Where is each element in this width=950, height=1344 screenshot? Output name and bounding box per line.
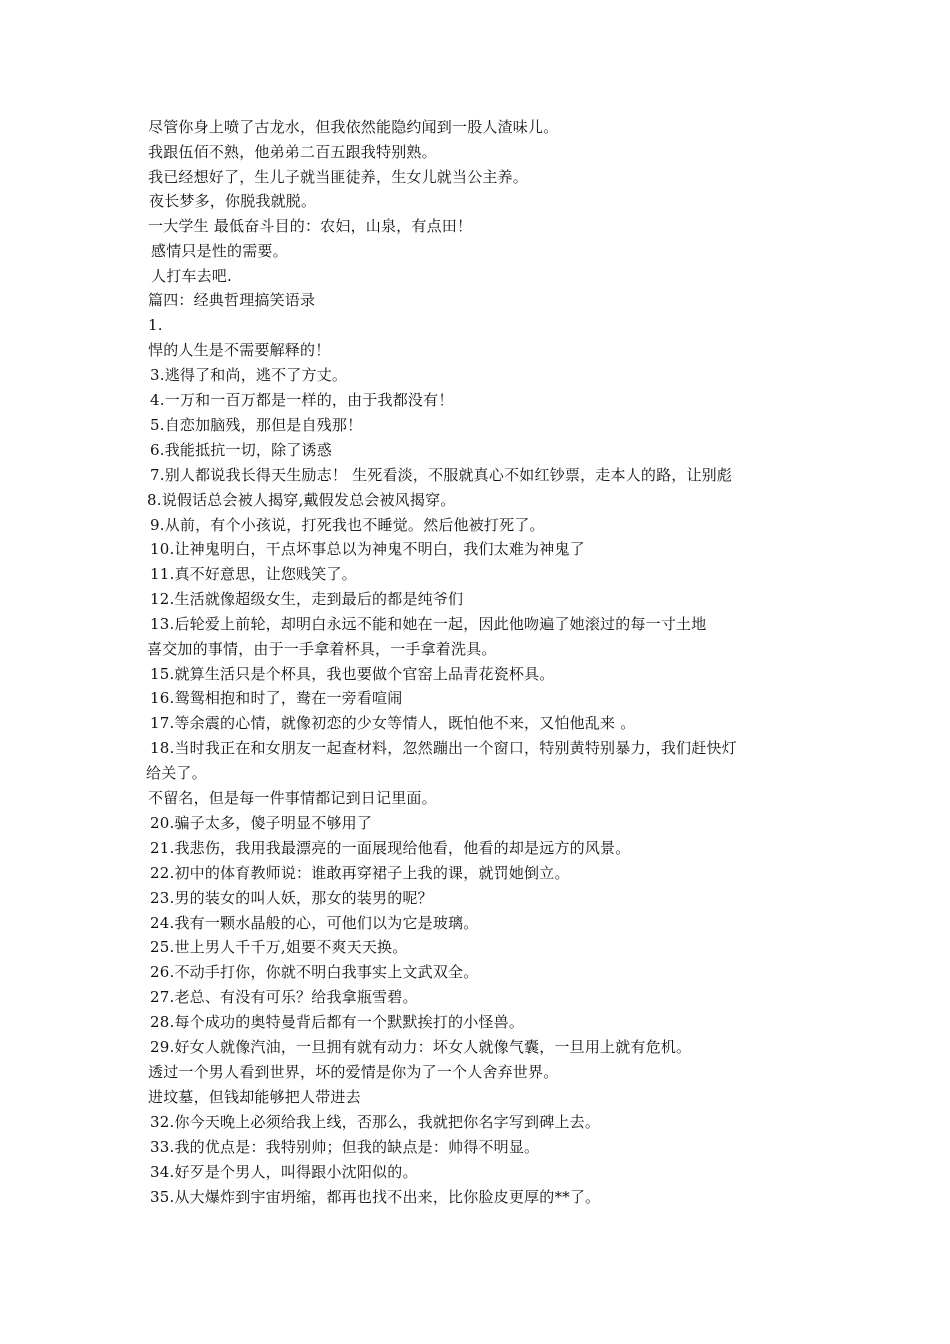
text-line: 23.男的装女的叫人妖，那女的装男的呢？ — [150, 889, 433, 907]
text-line: 17.等余震的心情，就像初恋的少女等情人，既怕他不来，又怕他乱来 。 — [150, 714, 636, 732]
text-line: 人打车去吧. — [151, 267, 232, 285]
text-line: 3.逃得了和尚，逃不了方丈。 — [150, 366, 348, 384]
text-line: 10.让神鬼明白，干点坏事总以为神鬼不明白，我们太难为神鬼了 — [150, 540, 585, 558]
text-line: 16.鸳鸳相抱和时了，鸯在一旁看喧闹 — [150, 689, 403, 707]
text-line: 29.好女人就像汽油，一旦拥有就有动力：坏女人就像气囊，一旦用上就有危机。 — [150, 1038, 692, 1056]
text-line: 1. — [148, 316, 163, 334]
text-line: 5.自恋加脑残，那但是自残那！ — [150, 416, 363, 434]
text-line: 透过一个男人看到世界，坏的爱情是你为了一个人舍弃世界。 — [148, 1063, 559, 1081]
text-line: 22.初中的体育教师说：谁敢再穿裙子上我的课，就罚她倒立。 — [150, 864, 570, 882]
text-line: 21.我悲伤，我用我最漂亮的一面展现给他看，他看的却是远方的风景。 — [150, 839, 631, 857]
text-line: 进坟墓，但钱却能够把人带进去 — [148, 1088, 361, 1106]
text-line: 15.就算生活只是个杯具，我也要做个官窑上品青花瓷杯具。 — [150, 665, 555, 683]
text-line: 7.别人都说我长得天生励志！ 生死看淡，不服就真心不如红钞票，走本人的路，让别彪 — [150, 466, 733, 484]
text-line: 尽管你身上喷了古龙水，但我依然能隐约闻到一股人渣味儿。 — [148, 118, 559, 136]
text-line: 8.说假话总会被人揭穿,戴假发总会被风揭穿。 — [147, 491, 456, 509]
text-line: 夜长梦多，你脱我就脱。 — [149, 192, 317, 210]
text-line: 我跟伍佰不熟，他弟弟二百五跟我特别熟。 — [148, 143, 437, 161]
text-line: 11.真不好意思，让您贱笑了。 — [150, 565, 357, 583]
text-line: 34.好歹是个男人，叫得跟小沈阳似的。 — [150, 1163, 418, 1181]
text-line: 悍的人生是不需要解释的！ — [148, 341, 331, 359]
text-line: 26.不动手打你，你就不明白我事实上文武双全。 — [150, 963, 479, 981]
text-line: 6.我能抵抗一切，除了诱惑 — [150, 441, 332, 459]
text-line: 给关了。 — [146, 764, 207, 782]
text-line: 28.每个成功的奥特曼背后都有一个默默挨打的小怪兽。 — [150, 1013, 525, 1031]
text-line: 9.从前，有个小孩说，打死我也不睡觉。然后他被打死了。 — [150, 516, 545, 534]
text-line: 13.后轮爱上前轮，却明白永远不能和她在一起，因此他吻遍了她滚过的每一寸土地 — [150, 615, 707, 633]
text-line: 感情只是性的需要。 — [151, 242, 288, 260]
text-line: 我已经想好了，生儿子就当匪徒养，生女儿就当公主养。 — [148, 168, 529, 186]
text-line: 27.老总、有没有可乐？给我拿瓶雪碧。 — [150, 988, 418, 1006]
text-line: 33.我的优点是：我特别帅；但我的缺点是：帅得不明显。 — [150, 1138, 540, 1156]
text-line: 32.你今天晚上必须给我上线，否那么，我就把你名字写到碑上去。 — [150, 1113, 601, 1131]
text-line: 4.一万和一百万都是一样的，由于我都没有！ — [150, 391, 454, 409]
text-line: 25.世上男人千千万,姐要不爽天天换。 — [150, 938, 408, 956]
section-heading: 篇四：经典哲理搞笑语录 — [148, 291, 316, 309]
text-line: 24.我有一颗水晶般的心，可他们以为它是玻璃。 — [150, 914, 479, 932]
text-line: 喜交加的事情，由于一手拿着杯具，一手拿着洗具。 — [147, 640, 497, 658]
text-line: 12.生活就像超级女生，走到最后的都是纯爷们 — [150, 590, 464, 608]
text-line: 35.从大爆炸到宇宙坍缩，都再也找不出来，比你脸皮更厚的**了。 — [150, 1188, 601, 1206]
text-line: 一大学生 最低奋斗目的：农妇，山泉，有点田！ — [148, 217, 473, 235]
text-line: 18.当时我正在和女朋友一起查材料，忽然蹦出一个窗口，特别黄特别暴力，我们赶快灯 — [150, 739, 737, 757]
text-line: 20.骗子太多，傻子明显不够用了 — [150, 814, 373, 832]
text-line: 不留名，但是每一件事情都记到日记里面。 — [148, 789, 437, 807]
